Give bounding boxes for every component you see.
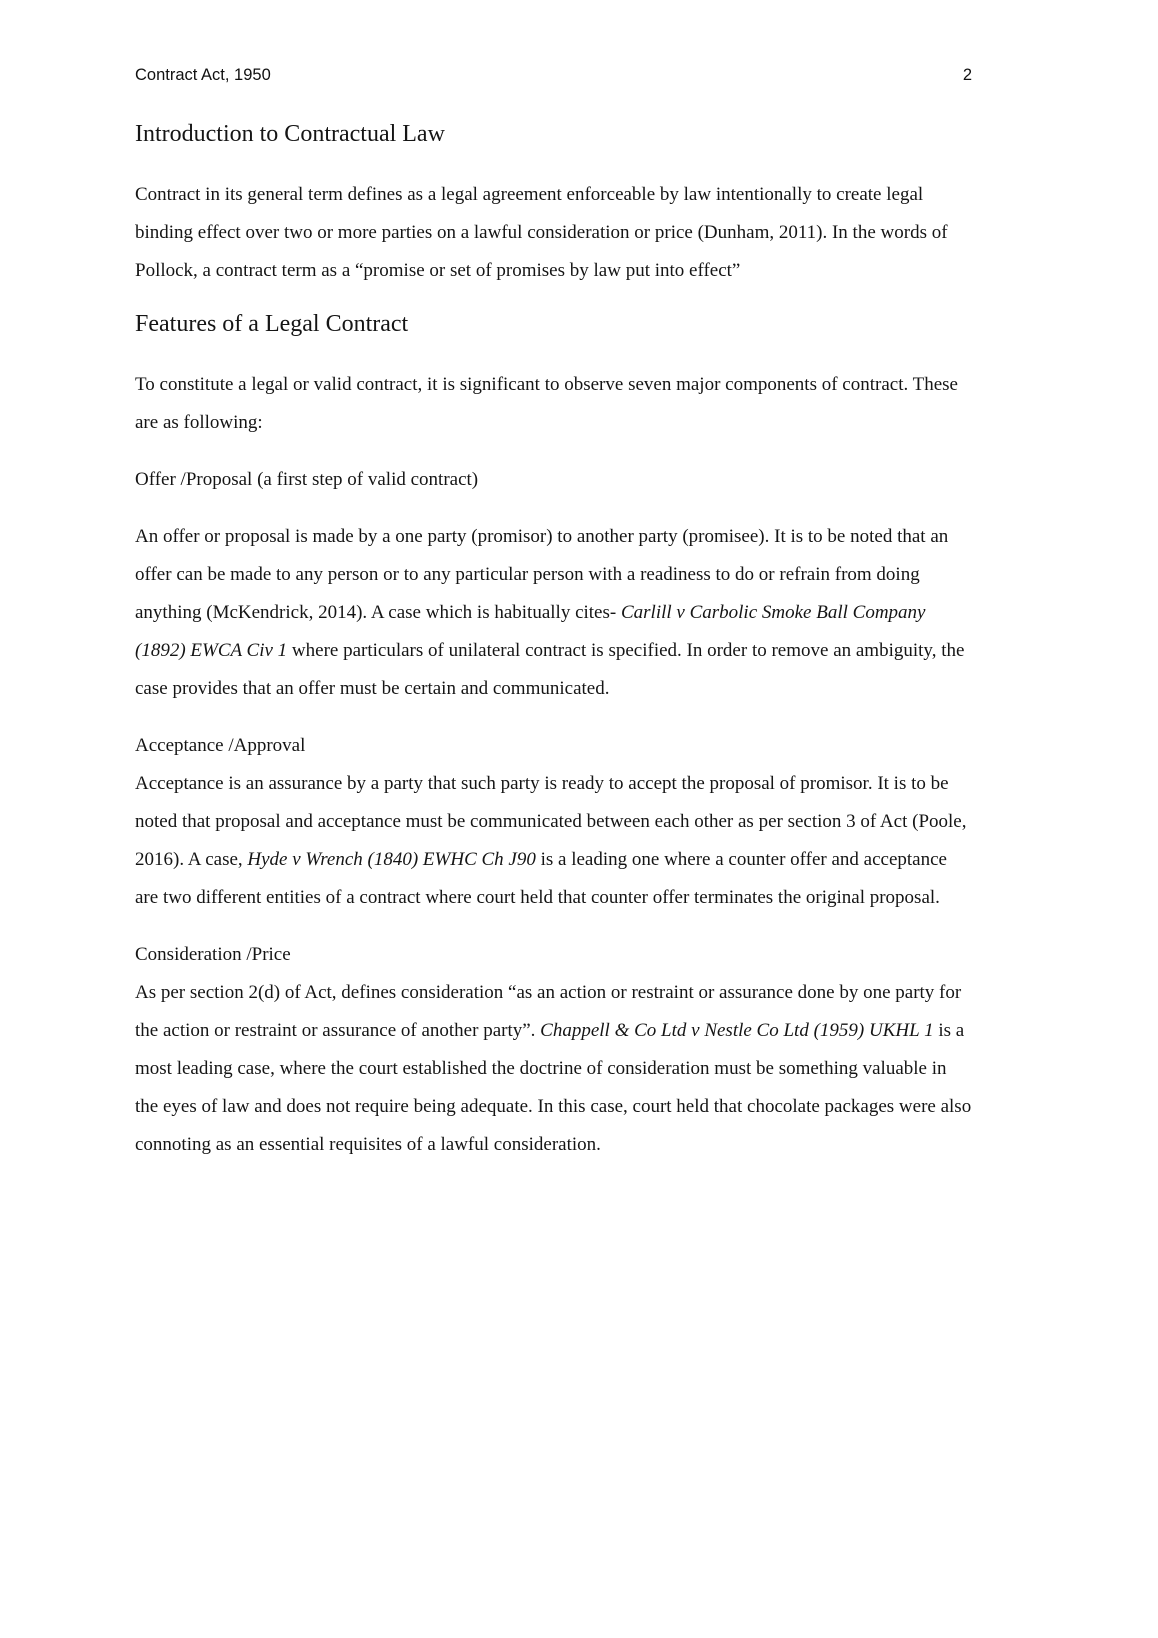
section-heading	[135, 309, 972, 340]
paragraph	[135, 518, 972, 708]
text-run: Acceptance /Approval	[135, 735, 306, 757]
page-number: 2	[962, 66, 972, 84]
document-content	[135, 119, 972, 1164]
case-citation: Hyde v Wrench (1840) EWHC Ch J90	[247, 849, 536, 871]
sub-heading	[135, 727, 972, 765]
sub-heading	[135, 936, 972, 974]
paragraph	[135, 176, 972, 290]
text-run: Acceptance is an assurance by a party that such party is ready to accept the proposal of promisor. It is to be noted that proposal and acceptance must be communicated between each other as per section 3 of Act (Poole, 2016). A case,	[135, 773, 967, 871]
paragraph	[135, 974, 972, 1164]
text-run: Offer /Proposal (a first step of valid contract)	[135, 469, 479, 491]
running-header-title: Contract Act, 1950	[135, 66, 271, 84]
text-run: where particulars of unilateral contract is specified. In order to remove an ambiguity, the case provides that an offer must be certain and communicated.	[135, 640, 965, 700]
text-run: is a leading one where a counter offer and acceptance are two different entities of a contract where court held that counter offer terminates the original proposal.	[135, 849, 947, 909]
text-run: Consideration /Price	[135, 944, 291, 966]
text-run: As per section 2(d) of Act, defines consideration “as an action or restraint or assurance done by one party for the action or restraint or assurance of another party”.	[135, 982, 962, 1042]
page-header	[135, 66, 972, 85]
section-heading	[135, 119, 972, 150]
text-run: To constitute a legal or valid contract, it is significant to observe seven major components of contract. These are as following:	[135, 374, 958, 434]
text-run: Introduction to Contractual Law	[135, 121, 445, 147]
text-run: Contract in its general term defines as a legal agreement enforceable by law intentionally to create legal binding effect over two or more parties on a lawful consideration or price (Dunham, 2011). In the words of Pollock, a contract term as a “promise or set of promises by law put into effect”	[135, 184, 948, 282]
paragraph	[135, 366, 972, 442]
text-run: Features of a Legal Contract	[135, 311, 409, 338]
case-citation: Chappell & Co Ltd v Nestle Co Ltd (1959) UKHL 1	[540, 1020, 934, 1042]
text-run: An offer or proposal is made by a one party (promisor) to another party (promisee). It is to be noted that an offer can be made to any person or to any particular person with a readiness to do or refrain from doing anything (McKendrick, 2014). A case which is habitually cites-	[135, 526, 949, 624]
text-run: is a most leading case, where the court established the doctrine of consideration must be something valuable in the eyes of law and does not require being adequate. In this case, court held that chocolate packages were also connoting as an essential requisites of a lawful consideration.	[135, 1020, 972, 1156]
sub-heading	[135, 461, 972, 499]
case-citation: Carlill v Carbolic Smoke Ball Company (1892) EWCA Civ 1	[135, 602, 926, 662]
paragraph	[135, 765, 972, 917]
